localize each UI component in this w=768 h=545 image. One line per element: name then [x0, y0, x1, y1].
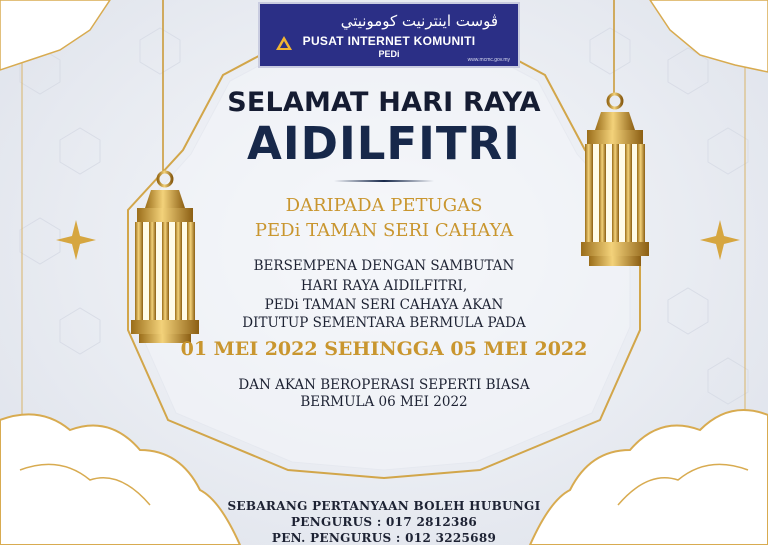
- notice-line: PEDi TAMAN SERI CAHAYA AKAN: [264, 297, 504, 313]
- notice-line: BERSEMPENA DENGAN SAMBUTAN: [253, 258, 515, 274]
- contact-manager: PENGURUS : 017 2812386: [290, 515, 477, 529]
- notice-line: DITUTUP SEMENTARA BERMULA PADA: [242, 315, 526, 331]
- from-line-1: DARIPADA PETUGAS: [285, 195, 483, 216]
- greeting-title: AIDILFITRI: [247, 117, 521, 170]
- resume-line: BERMULA 06 MEI 2022: [300, 394, 468, 410]
- title-underline: [334, 180, 434, 182]
- closure-dates: 01 MEI 2022 SEHINGGA 05 MEI 2022: [180, 338, 588, 360]
- contact-heading: SEBARANG PERTANYAAN BOLEH HUBUNGI: [227, 499, 541, 513]
- notice-line: HARI RAYA AIDILFITRI,: [300, 278, 468, 294]
- resume-line: DAN AKAN BEROPERASI SEPERTI BIASA: [238, 377, 530, 393]
- from-line-2: PEDi TAMAN SERI CAHAYA: [254, 220, 514, 241]
- pik-header-badge: [258, 2, 520, 68]
- header-url: www.mcmc.gov.my: [467, 57, 510, 63]
- greeting-line-1: SELAMAT HARI RAYA: [227, 87, 541, 118]
- header-subtitle: PEDi: [378, 49, 400, 59]
- contact-assistant: PEN. PENGURUS : 012 3225689: [271, 531, 497, 545]
- header-jawi-text: ڤوست اينترنيت كومونيتي: [340, 12, 498, 30]
- header-title: PUSAT INTERNET KOMUNITI: [302, 34, 476, 48]
